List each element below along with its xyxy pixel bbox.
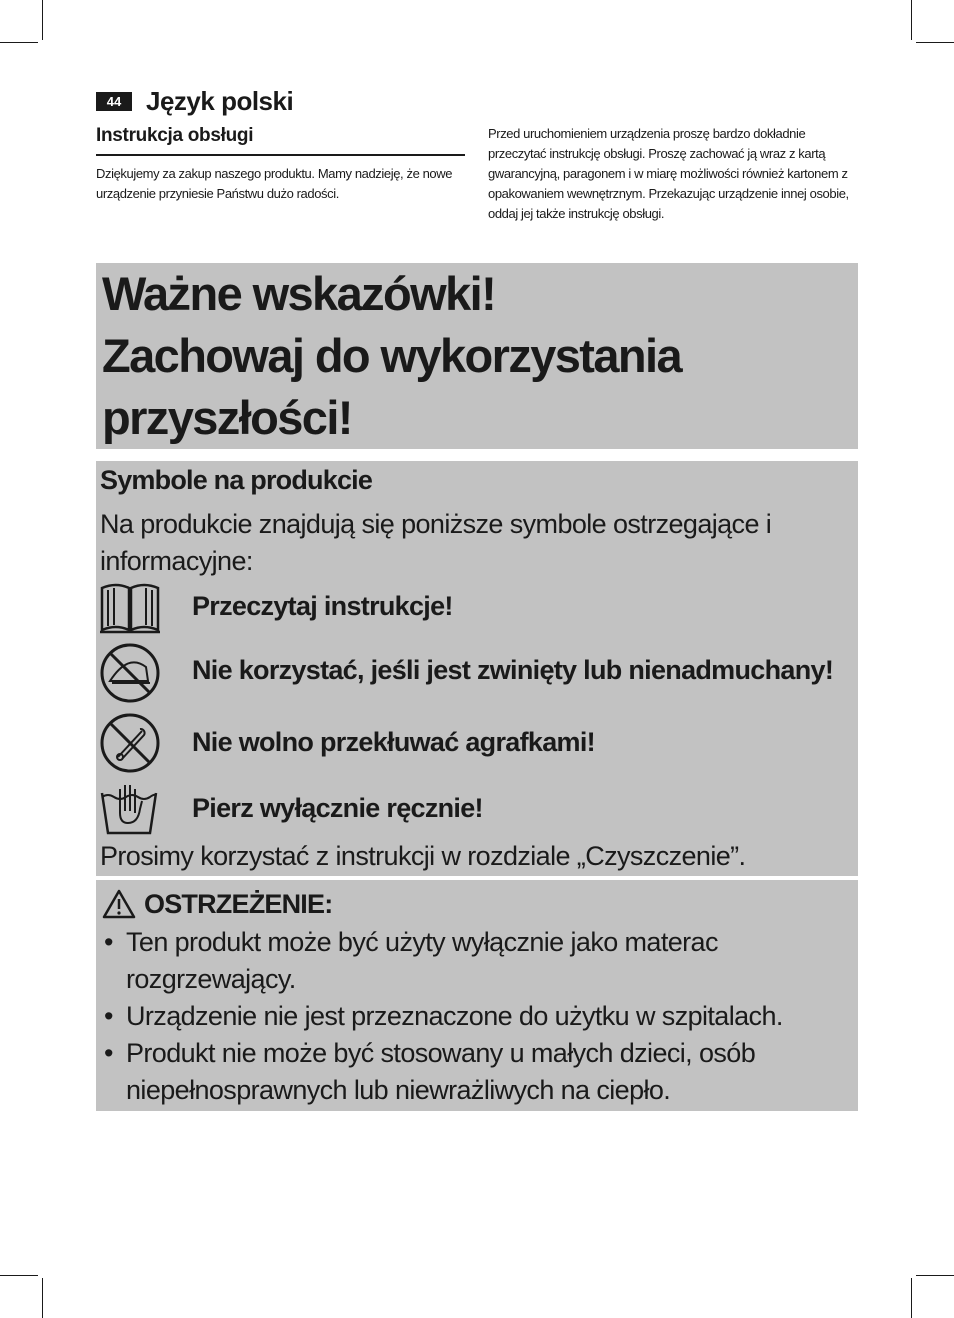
crop-mark xyxy=(916,42,954,43)
list-item xyxy=(100,1035,850,1109)
symbol-label: Nie wolno przekłuwać agrafkami! xyxy=(192,727,595,757)
intro-thanks: Dziękujemy za zakup naszego produktu. Mamy nadzieję, że nowe urządzenie przyniesie Państwu dużo radości. xyxy=(96,166,453,201)
crop-mark xyxy=(911,1278,912,1318)
symbols-title: Symbole na produkcie xyxy=(100,465,373,495)
book-icon xyxy=(98,580,162,636)
warning-item-text: Ten produkt może być użyty wyłącznie jako materac rozgrzewający. xyxy=(126,927,718,994)
page-number: 44 xyxy=(96,92,132,111)
list-item xyxy=(100,998,850,1035)
list-item xyxy=(100,924,850,998)
symbols-box xyxy=(96,461,858,876)
section-divider xyxy=(96,154,465,156)
no-pins-icon xyxy=(98,711,162,775)
warning-item-text: Produkt nie może być stosowany u małych dzieci, osób niepełnosprawnych lub niewrażliwych na ciepło. xyxy=(126,1038,756,1105)
crop-mark xyxy=(0,1275,38,1276)
language-heading: Język polski xyxy=(146,86,294,116)
important-heading-line: Ważne wskazówki! xyxy=(102,267,496,320)
symbol-label: Przeczytaj instrukcje! xyxy=(192,591,453,621)
warning-header xyxy=(102,886,332,922)
cleaning-note: Prosimy korzystać z instrukcji w rozdziale „Czyszczenie”. xyxy=(100,841,746,871)
crop-mark xyxy=(916,1275,954,1276)
crop-mark xyxy=(42,0,43,40)
no-folded-icon xyxy=(98,641,162,705)
crop-mark xyxy=(0,42,38,43)
warning-box xyxy=(96,880,858,1111)
hand-wash-icon xyxy=(98,779,160,837)
symbol-label: Nie korzystać, jeśli jest zwinięty lub nienadmuchany! xyxy=(192,655,834,685)
crop-mark xyxy=(911,0,912,40)
important-notice-box xyxy=(96,263,858,449)
warning-list xyxy=(100,924,850,1109)
bullet: • xyxy=(104,1038,113,1068)
warning-title: OSTRZEŻENIE: xyxy=(144,888,333,919)
important-heading-line: przyszłości! xyxy=(102,391,352,444)
bullet: • xyxy=(104,1001,113,1031)
warning-triangle-icon xyxy=(102,889,136,919)
symbols-intro: Na produkcie znajdują się poniższe symbole ostrzegające i informacyjne: xyxy=(100,509,772,576)
intro-read-instructions: Przed uruchomieniem urządzenia proszę bardzo dokładnie przeczytać instrukcję obsługi. Proszę zachować ją wraz z kartą gwarancyjną, paragonem i w miarę możliwości również kartonem z opakowaniem wewnętrznym. Przekazując urządzenie innej osobie, oddaj jej także instrukcję obsługi. xyxy=(488,126,849,221)
section-title: Instrukcja obsługi xyxy=(96,125,254,146)
symbol-label: Pierz wyłącznie ręcznie! xyxy=(192,793,483,823)
important-heading-line: Zachowaj do wykorzystania xyxy=(102,329,682,382)
crop-mark xyxy=(42,1278,43,1318)
warning-item-text: Urządzenie nie jest przeznaczone do użytku w szpitalach. xyxy=(126,1001,783,1031)
bullet: • xyxy=(104,927,113,957)
